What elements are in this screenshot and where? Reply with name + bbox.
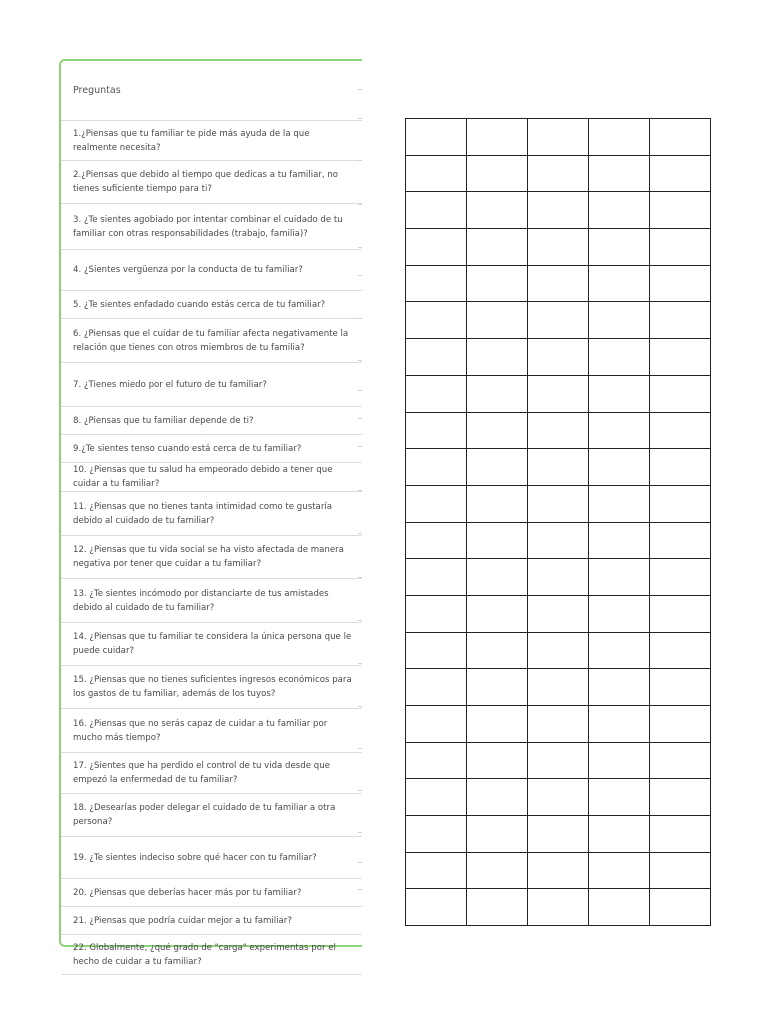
answer-cell[interactable] [650,229,711,266]
answer-cell[interactable] [650,889,711,926]
answer-cell[interactable] [589,339,650,376]
answer-cell[interactable] [650,779,711,816]
answer-cell[interactable] [467,155,528,192]
answer-cell[interactable] [589,119,650,156]
answer-cell[interactable] [406,669,467,706]
answer-cell[interactable] [528,155,589,192]
answer-cell[interactable] [406,375,467,412]
answer-cell[interactable] [528,339,589,376]
answer-cell[interactable] [467,485,528,522]
answer-cell[interactable] [589,779,650,816]
question-14: 14. ¿Piensas que tu familiar te considera la única persona que le puede cuidar? [61,623,362,666]
answer-cell[interactable] [467,595,528,632]
row-tick [358,577,362,578]
answer-cell[interactable] [589,669,650,706]
answer-cell[interactable] [650,155,711,192]
answer-cell[interactable] [406,852,467,889]
answer-cell[interactable] [650,265,711,302]
answer-cell[interactable] [528,632,589,669]
answer-row [406,632,711,669]
answer-cell[interactable] [406,742,467,779]
answer-row [406,485,711,522]
answer-cell[interactable] [650,669,711,706]
answer-cell[interactable] [406,779,467,816]
question-9: 9.¿Te sientes tenso cuando está cerca de tu familiar? [61,435,362,463]
answer-cell[interactable] [528,742,589,779]
answer-cell[interactable] [528,669,589,706]
answer-cell[interactable] [467,669,528,706]
answer-row [406,339,711,376]
answer-row [406,449,711,486]
answer-cell[interactable] [650,742,711,779]
answer-cell[interactable] [467,265,528,302]
answer-cell[interactable] [589,229,650,266]
answer-cell[interactable] [650,595,711,632]
answer-cell[interactable] [589,816,650,853]
question-21: 21. ¿Piensas que podría cuidar mejor a tu familiar? [61,907,362,935]
answer-cell[interactable] [650,485,711,522]
answer-cell[interactable] [467,412,528,449]
answer-row [406,669,711,706]
answer-cell[interactable] [528,595,589,632]
answer-cell[interactable] [406,522,467,559]
answer-cell[interactable] [528,706,589,743]
answer-row [406,265,711,302]
answer-cell[interactable] [467,632,528,669]
question-6: 6. ¿Piensas que el cuidar de tu familiar afecta negativamente la relación que tienes con otros miembros de tu familia? [61,319,362,363]
answer-cell[interactable] [650,302,711,339]
answer-row [406,742,711,779]
answer-cell[interactable] [589,302,650,339]
answer-row [406,412,711,449]
answer-cell[interactable] [528,816,589,853]
row-tick [358,360,362,361]
answer-cell[interactable] [406,449,467,486]
row-tick [358,118,362,119]
answer-row [406,559,711,596]
answer-cell[interactable] [406,155,467,192]
answer-cell[interactable] [528,192,589,229]
answer-row [406,706,711,743]
answer-cell[interactable] [650,192,711,229]
answer-row [406,119,711,156]
answer-cell[interactable] [406,816,467,853]
answer-cell[interactable] [528,412,589,449]
question-11: 11. ¿Piensas que no tienes tanta intimidad como te gustaría debido al cuidado de tu familiar? [61,492,362,536]
answer-cell[interactable] [406,889,467,926]
answer-cell[interactable] [467,779,528,816]
answer-cell[interactable] [650,632,711,669]
answer-cell[interactable] [650,706,711,743]
answer-cell[interactable] [406,595,467,632]
question-16: 16. ¿Piensas que no serás capaz de cuidar a tu familiar por mucho más tiempo? [61,709,362,753]
row-tick [358,748,362,749]
answer-cell[interactable] [467,339,528,376]
row-tick [358,247,362,248]
answer-cell[interactable] [467,119,528,156]
questions-header: Preguntas [61,61,362,121]
answer-cell[interactable] [528,889,589,926]
answer-cell[interactable] [589,559,650,596]
answer-row [406,595,711,632]
answer-cell[interactable] [406,485,467,522]
answer-cell[interactable] [589,706,650,743]
answer-cell[interactable] [589,192,650,229]
answer-row [406,302,711,339]
row-tick [358,533,362,534]
answer-cell[interactable] [650,412,711,449]
answer-row [406,889,711,926]
answer-cell[interactable] [589,375,650,412]
answer-cell[interactable] [406,706,467,743]
answer-cell[interactable] [650,816,711,853]
row-tick [358,663,362,664]
answer-cell[interactable] [528,522,589,559]
answer-cell[interactable] [406,265,467,302]
question-12: 12. ¿Piensas que tu vida social se ha visto afectada de manera negativa por tener que cuidar a tu familiar? [61,536,362,579]
row-tick [358,889,362,890]
answer-cell[interactable] [589,522,650,559]
answer-cell[interactable] [528,449,589,486]
row-tick [358,620,362,621]
answer-cell[interactable] [528,852,589,889]
answer-row [406,375,711,412]
answer-cell[interactable] [406,119,467,156]
answer-row [406,779,711,816]
answer-cell[interactable] [589,155,650,192]
answer-cell[interactable] [650,375,711,412]
answer-cell[interactable] [467,229,528,266]
answer-cell[interactable] [528,229,589,266]
answer-cell[interactable] [650,522,711,559]
answer-row [406,816,711,853]
question-8: 8. ¿Piensas que tu familiar depende de ti? [61,407,362,435]
answer-cell[interactable] [406,192,467,229]
answer-cell[interactable] [528,375,589,412]
answer-row [406,155,711,192]
answer-cell[interactable] [650,559,711,596]
question-2: 2.¿Piensas que debido al tiempo que dedicas a tu familiar, no tienes suficiente tiempo para ti? [61,161,362,204]
row-tick [358,275,362,276]
answer-row [406,229,711,266]
row-tick [358,418,362,419]
row-tick [358,446,362,447]
question-10: 10. ¿Piensas que tu salud ha empeorado debido a tener que cuidar a tu familiar? [61,463,362,492]
answer-cell[interactable] [528,119,589,156]
row-tick [358,862,362,863]
answer-cell[interactable] [650,119,711,156]
answer-cell[interactable] [589,265,650,302]
answer-cell[interactable] [589,632,650,669]
row-tick [358,318,362,319]
answer-cell[interactable] [467,706,528,743]
question-22: 22. Globalmente, ¿qué grado de "carga" experimentas por el hecho de cuidar a tu familiar? [61,935,362,975]
answer-cell[interactable] [528,302,589,339]
answer-cell[interactable] [406,339,467,376]
question-7: 7. ¿Tienes miedo por el futuro de tu familiar? [61,363,362,407]
answer-cell[interactable] [406,559,467,596]
answer-cell[interactable] [467,559,528,596]
answer-row [406,852,711,889]
question-1: 1.¿Piensas que tu familiar te pide más ayuda de la que realmente necesita? [61,121,362,161]
answer-cell[interactable] [467,742,528,779]
question-15: 15. ¿Piensas que no tienes suficientes ingresos económicos para los gastos de tu familiar, además de los tuyos? [61,666,362,709]
answer-row [406,192,711,229]
answer-cell[interactable] [650,339,711,376]
answer-row [406,522,711,559]
answer-cell[interactable] [406,412,467,449]
row-tick [358,204,362,205]
row-tick [358,832,362,833]
row-tick [358,790,362,791]
answer-cell[interactable] [467,522,528,559]
answer-cell[interactable] [528,265,589,302]
answer-cell[interactable] [467,192,528,229]
row-tick [358,390,362,391]
question-18: 18. ¿Desearías poder delegar el cuidado de tu familiar a otra persona? [61,794,362,837]
answer-cell[interactable] [650,449,711,486]
question-19: 19. ¿Te sientes indeciso sobre qué hacer con tu familiar? [61,837,362,879]
answer-cell[interactable] [589,449,650,486]
answer-cell[interactable] [528,559,589,596]
row-tick [358,160,362,161]
question-4: 4. ¿Sientes vergüenza por la conducta de tu familiar? [61,250,362,291]
question-5: 5. ¿Te sientes enfadado cuando estás cerca de tu familiar? [61,291,362,319]
question-20: 20. ¿Piensas que deberías hacer más por tu familiar? [61,879,362,907]
question-17: 17. ¿Sientes que ha perdido el control de tu vida desde que empezó la enfermedad de tu familiar? [61,753,362,794]
question-13: 13. ¿Te sientes incómodo por distanciarte de tus amistades debido al cuidado de tu familiar? [61,579,362,623]
row-tick [358,706,362,707]
answer-cell[interactable] [528,485,589,522]
answer-cell[interactable] [406,632,467,669]
answer-cell[interactable] [467,375,528,412]
answer-cell[interactable] [650,852,711,889]
answer-cell[interactable] [467,302,528,339]
question-3: 3. ¿Te sientes agobiado por intentar combinar el cuidado de tu familiar con otras responsabilidades (trabajo, familia)? [61,204,362,250]
questions-panel [59,59,362,967]
answer-cell[interactable] [467,449,528,486]
answer-cell[interactable] [589,889,650,926]
answer-cell[interactable] [467,816,528,853]
answer-cell[interactable] [406,302,467,339]
answer-cell[interactable] [589,852,650,889]
answer-grid [405,118,711,926]
row-tick [358,490,362,491]
answer-cell[interactable] [528,779,589,816]
answer-cell[interactable] [589,485,650,522]
answer-cell[interactable] [589,412,650,449]
answer-cell[interactable] [589,595,650,632]
answer-cell[interactable] [589,742,650,779]
row-tick [358,89,362,90]
answer-cell[interactable] [406,229,467,266]
answer-cell[interactable] [467,889,528,926]
answer-cell[interactable] [467,852,528,889]
